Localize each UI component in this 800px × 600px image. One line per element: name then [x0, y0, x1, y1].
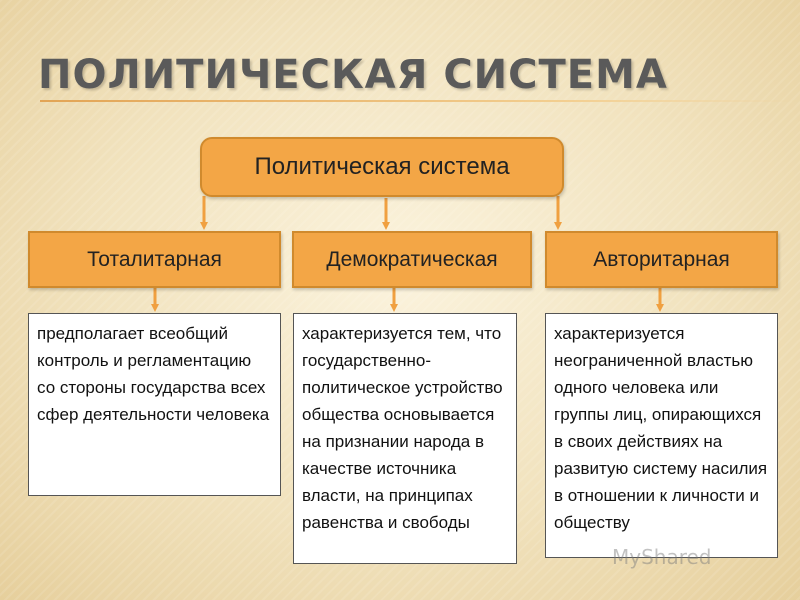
type-node-democratic [292, 231, 532, 288]
description-democratic: характеризуется тем, что государственно-политическое устройство общества основывается на признании народа в качестве источника власти, на принципах равенства и свободы [293, 313, 517, 564]
description-authoritarian: характеризуется неограниченной властью одного человека или группы лиц, опирающихся в своих действиях на развитую систему насилия в отношении к личности и обществу [545, 313, 778, 558]
type-node-label: Тоталитарная [87, 247, 222, 271]
root-node-political-system [200, 137, 564, 197]
type-node-label: Демократическая [326, 247, 498, 271]
root-node-label: Политическая система [254, 153, 510, 180]
type-node-label: Авторитарная [593, 247, 730, 271]
slide-title: ПОЛИТИЧЕСКАЯ СИСТЕМА [38, 52, 668, 98]
description-totalitarian: предполагает всеобщий контроль и регламентацию со стороны государства всех сфер деятельности человека [28, 313, 281, 496]
type-node-authoritarian [545, 231, 778, 288]
watermark-logo: MyShared [612, 545, 712, 569]
type-node-totalitarian [28, 231, 281, 288]
